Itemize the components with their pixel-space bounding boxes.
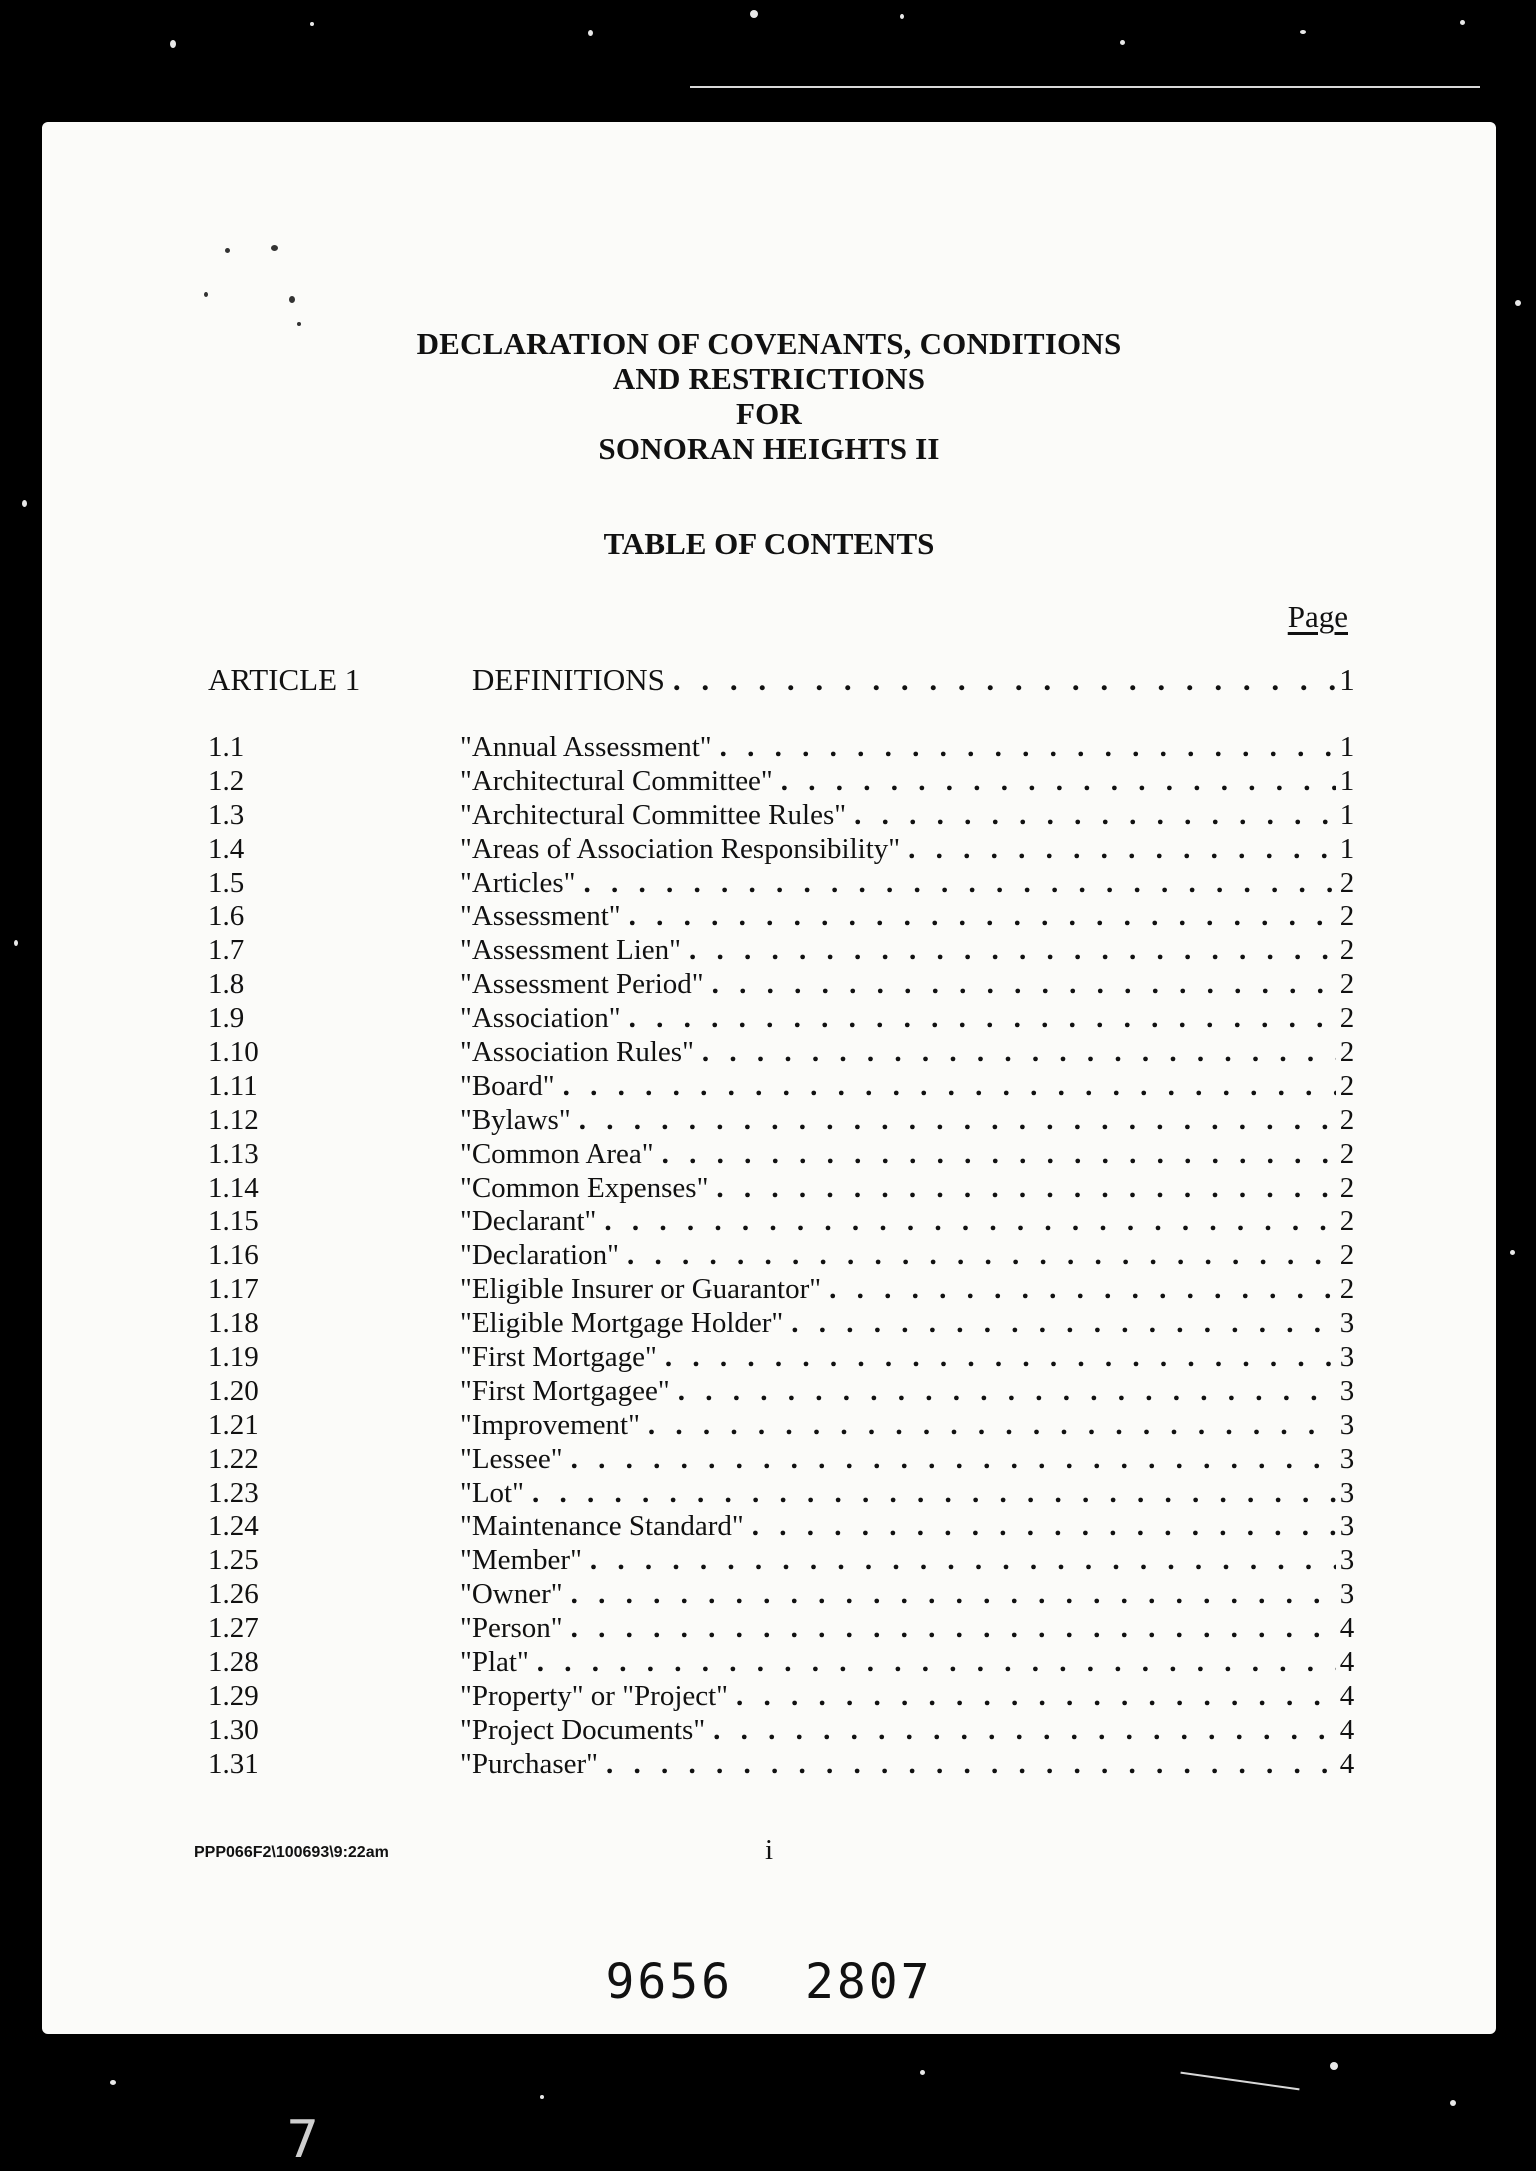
dot-leader <box>829 1273 1336 1307</box>
entry-leader <box>460 799 1336 833</box>
entry-leader <box>460 1307 1336 1341</box>
dot-leader <box>629 900 1336 934</box>
entry-leader <box>460 1375 1336 1409</box>
toc-entry <box>42 934 1496 968</box>
entry-number: 1.29 <box>208 1679 259 1712</box>
document-page <box>42 122 1496 2034</box>
toc-entry <box>42 867 1496 901</box>
document-title <box>42 326 1496 466</box>
entry-number: 1.28 <box>208 1646 259 1679</box>
entry-number: 1.26 <box>208 1578 259 1611</box>
dot-leader <box>678 1375 1336 1409</box>
entry-leader <box>460 1443 1336 1477</box>
entry-term: "Eligible Mortgage Holder" <box>460 1307 784 1340</box>
dot-leader <box>629 1002 1336 1036</box>
entry-page: 3 <box>1339 1544 1355 1577</box>
entry-leader <box>460 1172 1336 1206</box>
dot-leader <box>571 1612 1336 1646</box>
dot-leader <box>854 799 1336 833</box>
entry-term: "Person" <box>460 1612 563 1645</box>
dot-leader <box>716 1172 1336 1206</box>
entry-leader <box>460 934 1336 968</box>
toc-entry <box>42 765 1496 799</box>
entry-leader <box>460 1510 1336 1544</box>
entry-number: 1.14 <box>208 1171 259 1204</box>
entry-term: "Project Documents" <box>460 1713 706 1746</box>
dot-leader <box>583 867 1336 901</box>
entry-number: 1.6 <box>208 900 245 933</box>
dot-leader <box>662 1138 1336 1172</box>
toc-entry <box>42 1273 1496 1307</box>
entry-term: "Declaration" <box>460 1239 619 1272</box>
entry-term: "Board" <box>460 1069 555 1102</box>
entry-leader <box>460 1680 1336 1714</box>
toc-entry <box>42 1443 1496 1477</box>
toc-entry <box>42 968 1496 1002</box>
entry-number: 1.19 <box>208 1341 259 1374</box>
entry-leader <box>460 1409 1336 1443</box>
entry-number: 1.25 <box>208 1544 259 1577</box>
entry-number: 1.21 <box>208 1408 259 1441</box>
dot-leader <box>563 1070 1336 1104</box>
dot-leader <box>537 1646 1336 1680</box>
dot-leader <box>781 765 1336 799</box>
entry-term: "Annual Assessment" <box>460 731 712 763</box>
toc-entry <box>42 833 1496 867</box>
entry-number: 1.16 <box>208 1239 259 1272</box>
entry-term: "Maintenance Standard" <box>460 1510 744 1543</box>
entry-page: 2 <box>1339 866 1355 899</box>
title-line-2: AND RESTRICTIONS <box>612 361 926 396</box>
corner-marks <box>157 182 257 262</box>
entry-number: 1.10 <box>208 1036 259 1069</box>
entry-page: 1 <box>1339 798 1355 831</box>
toc-entry <box>42 1510 1496 1544</box>
entry-term: "Declarant" <box>460 1205 597 1238</box>
entry-page: 4 <box>1339 1612 1355 1645</box>
entry-term: "Property" or "Project" <box>460 1679 729 1712</box>
toc-entry <box>42 1205 1496 1239</box>
entry-term: "Lot" <box>460 1476 524 1509</box>
dot-leader <box>791 1307 1336 1341</box>
entry-term: "Member" <box>460 1544 582 1577</box>
dot-leader <box>702 1036 1336 1070</box>
entry-page: 1 <box>1339 832 1355 865</box>
entry-term: "First Mortgage" <box>460 1341 657 1374</box>
article-title: DEFINITIONS <box>472 662 665 697</box>
entry-term: "Bylaws" <box>460 1103 571 1136</box>
entry-leader <box>460 1748 1336 1782</box>
dot-leader <box>532 1477 1336 1511</box>
entry-leader <box>460 867 1336 901</box>
dot-leader <box>665 1341 1336 1375</box>
dot-leader <box>908 833 1336 867</box>
entry-leader <box>460 1714 1336 1748</box>
dot-leader <box>627 1239 1336 1273</box>
entry-page: 3 <box>1339 1408 1355 1441</box>
entry-number: 1.7 <box>208 934 245 967</box>
entry-leader <box>460 765 1336 799</box>
entry-page: 1 <box>1339 764 1355 797</box>
toc-entry <box>42 1680 1496 1714</box>
entry-term: "Association" <box>460 1002 621 1035</box>
entry-page: 2 <box>1339 1103 1355 1136</box>
toc-entry <box>42 1172 1496 1206</box>
entry-page: 4 <box>1339 1713 1355 1746</box>
entry-page: 2 <box>1339 934 1355 967</box>
entry-term: "Common Expenses" <box>460 1171 709 1204</box>
entry-number: 1.17 <box>208 1273 259 1306</box>
entry-leader <box>460 1205 1336 1239</box>
entry-page: 2 <box>1339 1036 1355 1069</box>
entry-leader <box>460 1104 1336 1138</box>
entry-term: "Purchaser" <box>460 1747 599 1780</box>
toc-entry <box>42 1612 1496 1646</box>
entry-page: 3 <box>1339 1510 1355 1543</box>
entry-number: 1.11 <box>208 1069 258 1102</box>
entry-leader <box>460 1646 1336 1680</box>
article-leader <box>472 662 1336 698</box>
entry-term: "Eligible Insurer or Guarantor" <box>460 1273 822 1306</box>
entry-leader <box>460 1138 1336 1172</box>
entry-term: "Assessment Period" <box>460 968 704 1001</box>
page-column-label: Page <box>1287 599 1348 634</box>
entry-page: 3 <box>1339 1442 1355 1475</box>
entry-leader <box>460 900 1336 934</box>
entry-leader <box>460 1612 1336 1646</box>
dot-leader <box>752 1510 1336 1544</box>
dot-leader <box>579 1104 1336 1138</box>
entry-page: 3 <box>1339 1476 1355 1509</box>
entry-leader <box>460 1341 1336 1375</box>
entry-page: 2 <box>1339 1205 1355 1238</box>
entry-page: 1 <box>1339 731 1355 763</box>
toc-entries <box>42 731 1496 1782</box>
entry-leader <box>460 968 1336 1002</box>
dot-leader <box>673 662 1336 698</box>
entry-leader <box>460 1578 1336 1612</box>
toc-heading: TABLE OF CONTENTS <box>603 526 935 561</box>
entry-leader <box>460 1002 1336 1036</box>
toc-entry <box>42 1070 1496 1104</box>
entry-number: 1.15 <box>208 1205 259 1238</box>
entry-term: "Improvement" <box>460 1408 640 1441</box>
entry-page: 2 <box>1339 1002 1355 1035</box>
toc-entry <box>42 900 1496 934</box>
entry-number: 1.8 <box>208 968 245 1001</box>
toc-entry <box>42 1646 1496 1680</box>
dot-leader <box>712 968 1336 1002</box>
toc-entry <box>42 1748 1496 1782</box>
dot-leader <box>606 1748 1336 1782</box>
toc-entry <box>42 1409 1496 1443</box>
footer-document-id: PPP066F2\100693\9:22am <box>194 1844 389 1861</box>
entry-number: 1.20 <box>208 1374 259 1407</box>
entry-term: "Articles" <box>460 866 576 899</box>
entry-term: "Owner" <box>460 1578 563 1611</box>
entry-leader <box>460 1036 1336 1070</box>
dot-leader <box>713 1714 1336 1748</box>
entry-page: 4 <box>1339 1646 1355 1679</box>
toc-entry <box>42 1375 1496 1409</box>
entry-number: 1.9 <box>208 1002 245 1035</box>
entry-number: 1.13 <box>208 1137 259 1170</box>
entry-term: "Assessment" <box>460 900 621 933</box>
dot-leader <box>604 1205 1336 1239</box>
title-line-4: SONORAN HEIGHTS II <box>598 431 940 466</box>
entry-number: 1.5 <box>208 866 245 899</box>
toc-entry <box>42 1104 1496 1138</box>
entry-page: 2 <box>1339 1069 1355 1102</box>
entry-number: 1.31 <box>208 1747 259 1780</box>
toc-entry <box>42 1341 1496 1375</box>
entry-number: 1.2 <box>208 764 245 797</box>
entry-term: "Common Area" <box>460 1137 654 1170</box>
dot-leader <box>736 1680 1336 1714</box>
entry-number: 1.18 <box>208 1307 259 1340</box>
entry-page: 4 <box>1339 1747 1355 1780</box>
entry-term: "Plat" <box>460 1646 529 1679</box>
dot-leader <box>720 731 1336 765</box>
entry-number: 1.24 <box>208 1510 259 1543</box>
entry-page: 2 <box>1339 1273 1355 1306</box>
entry-number: 1.4 <box>208 832 245 865</box>
entry-term: "Assessment Lien" <box>460 934 682 967</box>
toc-entry <box>42 1036 1496 1070</box>
entry-term: "First Mortgagee" <box>460 1374 670 1407</box>
document-stamp-number: 9656 2807 <box>605 1954 933 2010</box>
entry-leader <box>460 1070 1336 1104</box>
toc-entry <box>42 1307 1496 1341</box>
article-page: 1 <box>1339 662 1355 697</box>
entry-number: 1.12 <box>208 1103 259 1136</box>
toc-entry <box>42 1239 1496 1273</box>
entry-leader <box>460 1477 1336 1511</box>
entry-page: 2 <box>1339 1171 1355 1204</box>
entry-page: 2 <box>1339 900 1355 933</box>
entry-page: 4 <box>1339 1679 1355 1712</box>
entry-number: 1.22 <box>208 1442 259 1475</box>
entry-term: "Areas of Association Responsibility" <box>460 832 901 865</box>
dot-leader <box>689 934 1336 968</box>
entry-page: 2 <box>1339 1137 1355 1170</box>
toc-entry <box>42 799 1496 833</box>
entry-term: "Architectural Committee Rules" <box>460 798 847 831</box>
entry-leader <box>460 731 1336 765</box>
entry-page: 3 <box>1339 1341 1355 1374</box>
title-line-3: FOR <box>735 396 803 431</box>
article-number: ARTICLE 1 <box>208 662 361 697</box>
entry-leader <box>460 833 1336 867</box>
entry-term: "Association Rules" <box>460 1036 694 1069</box>
title-line-1: DECLARATION OF COVENANTS, CONDITIONS <box>416 326 1122 361</box>
entry-page: 3 <box>1339 1578 1355 1611</box>
entry-term: "Architectural Committee" <box>460 764 773 797</box>
entry-leader <box>460 1544 1336 1578</box>
entry-leader <box>460 1239 1336 1273</box>
entry-page: 3 <box>1339 1374 1355 1407</box>
article-row <box>42 662 1496 702</box>
entry-number: 1.30 <box>208 1713 259 1746</box>
toc-entry <box>42 731 1496 765</box>
toc-entry <box>42 1544 1496 1578</box>
entry-page: 2 <box>1339 968 1355 1001</box>
entry-page: 3 <box>1339 1307 1355 1340</box>
toc-entry <box>42 1002 1496 1036</box>
entry-number: 1.23 <box>208 1476 259 1509</box>
dot-leader <box>590 1544 1336 1578</box>
dot-leader <box>571 1578 1336 1612</box>
entry-number: 1.27 <box>208 1612 259 1645</box>
toc-entry <box>42 1477 1496 1511</box>
toc-entry <box>42 1138 1496 1172</box>
toc-entry <box>42 1578 1496 1612</box>
entry-term: "Lessee" <box>460 1442 563 1475</box>
entry-number: 1.3 <box>208 798 245 831</box>
dot-leader <box>571 1443 1336 1477</box>
footer-page-number: i <box>764 1834 774 1866</box>
dot-leader <box>648 1409 1336 1443</box>
margin-mark: 7 <box>286 2110 320 2170</box>
toc-entry <box>42 1714 1496 1748</box>
entry-leader <box>460 1273 1336 1307</box>
entry-page: 2 <box>1339 1239 1355 1272</box>
entry-number: 1.1 <box>208 731 245 763</box>
